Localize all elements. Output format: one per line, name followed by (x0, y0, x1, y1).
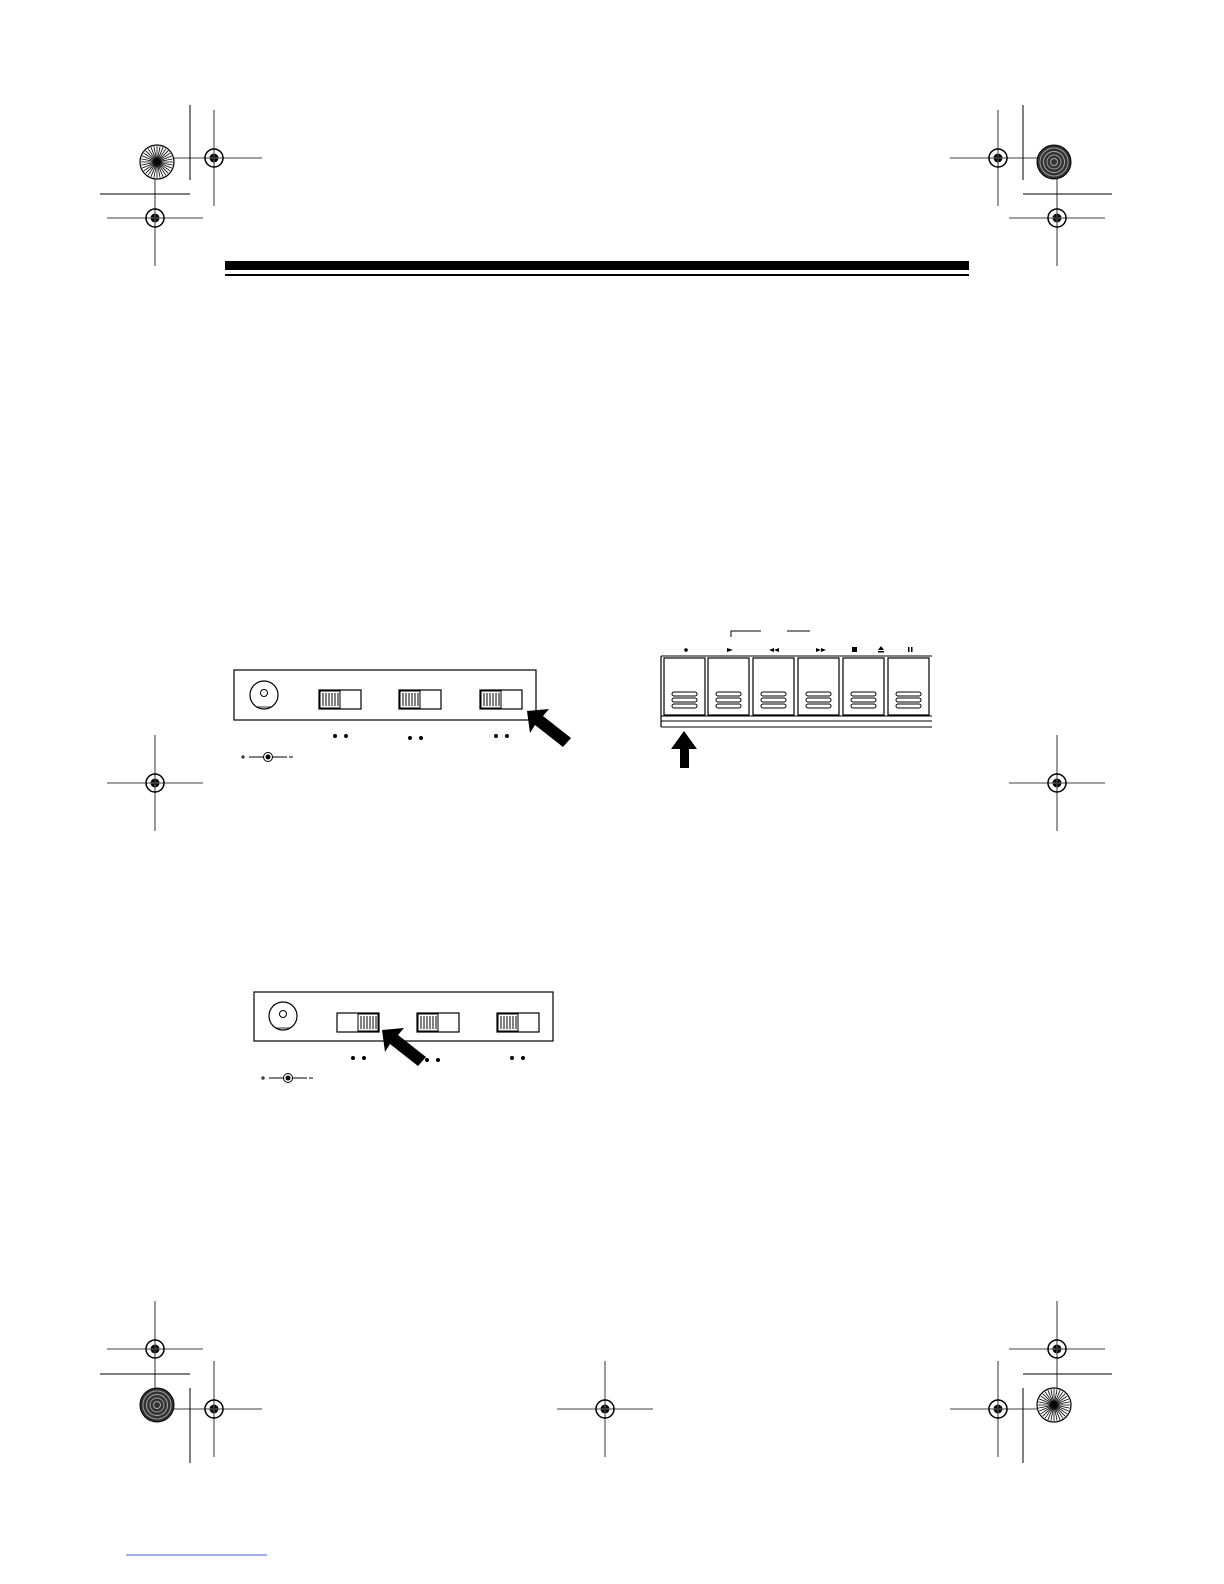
switch-panel-bottom (254, 992, 553, 1083)
polarity-symbol-icon (241, 753, 293, 762)
pause-icon (908, 647, 913, 652)
fast-forward-icon (816, 648, 826, 652)
dc-jack-icon (250, 681, 278, 709)
dark-rosette-icon (140, 1388, 174, 1422)
pause-key[interactable] (888, 658, 929, 715)
stop-eject-key[interactable] (843, 658, 884, 715)
slide-switch-icon[interactable] (480, 690, 522, 709)
slide-switch-icon[interactable] (417, 1013, 459, 1032)
position-dots (425, 1058, 440, 1062)
rewind-icon (769, 648, 779, 652)
crosshair-target-icon (166, 1361, 262, 1457)
pointer-arrow-icon (527, 709, 571, 747)
record-key[interactable] (664, 658, 705, 715)
position-dots (494, 734, 509, 738)
play-icon (727, 648, 733, 652)
dc-jack-icon (269, 1002, 297, 1030)
record-icon (684, 648, 688, 652)
eject-icon (878, 646, 884, 653)
position-dots (510, 1056, 525, 1060)
crosshair-target-icon (107, 1301, 203, 1397)
slide-switch-icon[interactable] (497, 1013, 539, 1032)
fast-forward-key[interactable] (798, 658, 839, 715)
crosshair-target-icon (1009, 170, 1105, 266)
position-dots (351, 1056, 366, 1060)
starburst-icon (140, 145, 174, 179)
slide-switch-icon[interactable] (399, 690, 441, 709)
crosshair-target-icon (557, 1361, 653, 1457)
crosshair-target-icon (107, 735, 203, 831)
starburst-icon (1037, 1388, 1071, 1422)
up-arrow-icon (671, 731, 697, 768)
crosshair-target-icon (1009, 1301, 1105, 1397)
polarity-symbol-icon (261, 1074, 313, 1083)
slide-switch-icon[interactable] (337, 1013, 379, 1032)
stop-icon (852, 647, 857, 652)
position-dots (408, 736, 423, 740)
rewind-key[interactable] (753, 658, 794, 715)
crosshair-target-icon (950, 1361, 1046, 1457)
crosshair-target-icon (1009, 735, 1105, 831)
dark-rosette-icon (1037, 145, 1071, 179)
crosshair-target-icon (950, 110, 1046, 206)
switch-panel-top (234, 670, 571, 762)
cassette-keys-figure (661, 631, 932, 768)
crosshair-target-icon (107, 170, 203, 266)
header-rule (225, 261, 969, 276)
slide-switch-icon[interactable] (319, 690, 361, 709)
crosshair-target-icon (166, 110, 262, 206)
crop-marks (100, 105, 1112, 1463)
position-dots (333, 734, 348, 738)
play-key[interactable] (708, 658, 749, 715)
